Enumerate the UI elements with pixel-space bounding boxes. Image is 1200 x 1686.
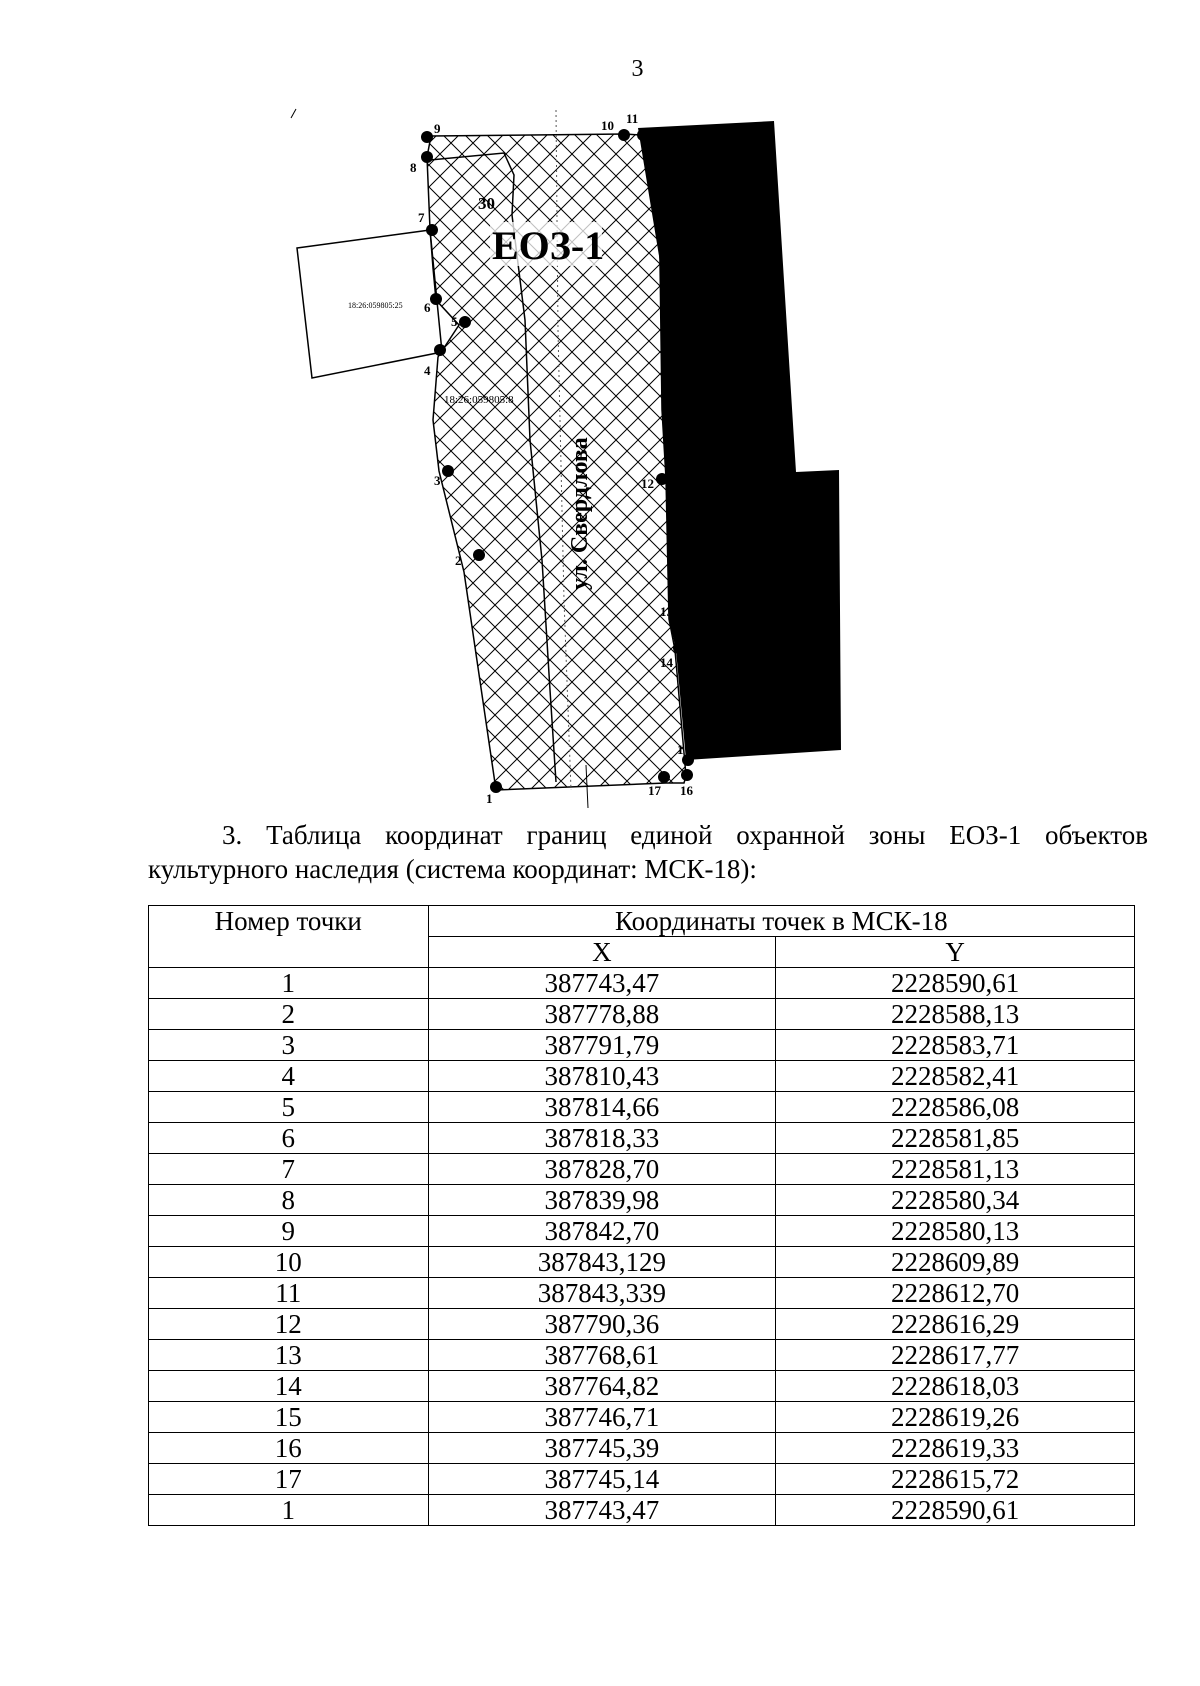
cell-y: 2228590,61 — [776, 1495, 1135, 1526]
cell-point: 14 — [149, 1371, 429, 1402]
table-row — [149, 1278, 1135, 1309]
cell-x: 387768,61 — [428, 1340, 776, 1371]
header-x: X — [428, 937, 776, 968]
cell-point: 1 — [149, 968, 429, 999]
point-label-6: 6 — [424, 300, 431, 315]
point-label-4: 4 — [424, 363, 431, 378]
point-label-3: 3 — [434, 473, 441, 488]
point-label-8: 8 — [410, 160, 417, 175]
cell-x: 387843,339 — [428, 1278, 776, 1309]
page-number: 3 — [631, 56, 644, 82]
point-marker-15 — [682, 754, 694, 766]
cell-y: 2228581,85 — [776, 1123, 1135, 1154]
cell-x: 387839,98 — [428, 1185, 776, 1216]
cell-x: 387814,66 — [428, 1092, 776, 1123]
cell-x: 387843,129 — [428, 1247, 776, 1278]
cell-y: 2228583,71 — [776, 1030, 1135, 1061]
point-label-14: 14 — [660, 655, 673, 670]
point-label-9: 9 — [434, 121, 441, 136]
cell-x: 387745,14 — [428, 1464, 776, 1495]
point-marker-13 — [670, 619, 682, 631]
point-marker-17 — [658, 771, 670, 783]
point-label-1: 1 — [486, 791, 493, 806]
cell-y: 2228609,89 — [776, 1247, 1135, 1278]
point-marker-7 — [426, 224, 438, 236]
point-label-7: 7 — [418, 210, 425, 225]
cell-y: 2228590,61 — [776, 968, 1135, 999]
point-marker-12 — [656, 473, 668, 485]
cell-point: 8 — [149, 1185, 429, 1216]
header-y: Y — [776, 937, 1135, 968]
cell-x: 387828,70 — [428, 1154, 776, 1185]
point-label-2: 2 — [455, 553, 462, 568]
cell-point: 3 — [149, 1030, 429, 1061]
cell-point: 6 — [149, 1123, 429, 1154]
point-marker-4 — [434, 344, 446, 356]
table-row — [149, 1371, 1135, 1402]
cell-y: 2228586,08 — [776, 1092, 1135, 1123]
parcel-label-25: 18:26:059805:25 — [348, 301, 403, 310]
point-marker-11 — [637, 129, 649, 141]
cell-y: 2228580,13 — [776, 1216, 1135, 1247]
coordinates-table — [148, 905, 1135, 1526]
table-row — [149, 1340, 1135, 1371]
cell-y: 2228588,13 — [776, 999, 1135, 1030]
cell-y: 2228582,41 — [776, 1061, 1135, 1092]
cell-y: 2228616,29 — [776, 1309, 1135, 1340]
point-label-12: 12 — [641, 476, 654, 491]
point-label-16: 16 — [680, 783, 693, 798]
point-label-13: 13 — [660, 604, 673, 619]
point-marker-9 — [421, 131, 433, 143]
cell-point: 2 — [149, 999, 429, 1030]
table-row — [149, 1433, 1135, 1464]
cell-x: 387810,43 — [428, 1061, 776, 1092]
point-marker-10 — [618, 129, 630, 141]
header-point-number: Номер точки — [149, 906, 429, 968]
cell-y: 2228617,77 — [776, 1340, 1135, 1371]
point-label-5: 5 — [451, 314, 458, 329]
scan-mark — [291, 109, 296, 118]
cell-point: 5 — [149, 1092, 429, 1123]
zone-label: ЕОЗ-1 — [492, 223, 605, 268]
cell-x: 387764,82 — [428, 1371, 776, 1402]
point-label-10: 10 — [601, 118, 614, 133]
cell-point: 4 — [149, 1061, 429, 1092]
cell-point: 12 — [149, 1309, 429, 1340]
cell-y: 2228619,33 — [776, 1433, 1135, 1464]
table-row — [149, 1247, 1135, 1278]
table-row — [149, 968, 1135, 999]
table-row — [149, 1185, 1135, 1216]
cell-x: 387743,47 — [428, 968, 776, 999]
cell-point: 15 — [149, 1402, 429, 1433]
cell-y: 2228581,13 — [776, 1154, 1135, 1185]
cell-point: 10 — [149, 1247, 429, 1278]
cell-x: 387791,79 — [428, 1030, 776, 1061]
table-row — [149, 999, 1135, 1030]
cell-y: 2228618,03 — [776, 1371, 1135, 1402]
table-heading: 3. Таблица координат границ единой охранной зоны ЕОЗ-1 объектов культурного наследия (система координат: МСК-18): — [148, 820, 1148, 884]
table-row — [149, 1402, 1135, 1433]
table-row — [149, 1216, 1135, 1247]
cell-x: 387790,36 — [428, 1309, 776, 1340]
cell-point: 7 — [149, 1154, 429, 1185]
cell-x: 387745,39 — [428, 1433, 776, 1464]
street-label: ул. Свердлова — [567, 437, 593, 590]
cell-point: 17 — [149, 1464, 429, 1495]
table-row — [149, 1061, 1135, 1092]
cell-x: 387778,88 — [428, 999, 776, 1030]
table-row — [149, 1154, 1135, 1185]
cell-x: 387743,47 — [428, 1495, 776, 1526]
point-marker-8 — [421, 151, 433, 163]
table-row — [149, 1030, 1135, 1061]
point-marker-6 — [430, 293, 442, 305]
point-marker-14 — [673, 642, 685, 654]
cell-y: 2228580,34 — [776, 1185, 1135, 1216]
point-marker-3 — [442, 465, 454, 477]
cell-y: 2228615,72 — [776, 1464, 1135, 1495]
boundary-scheme — [0, 0, 1200, 820]
point-marker-2 — [473, 549, 485, 561]
table-row — [149, 1495, 1135, 1526]
header-coordinates: Координаты точек в МСК-18 — [428, 906, 1134, 937]
cell-point: 16 — [149, 1433, 429, 1464]
table-row — [149, 1123, 1135, 1154]
cell-y: 2228619,26 — [776, 1402, 1135, 1433]
cell-x: 387842,70 — [428, 1216, 776, 1247]
point-label-11: 11 — [626, 111, 639, 126]
parcel-label-8: 18:26:059805:8 — [444, 394, 514, 406]
cell-point: 9 — [149, 1216, 429, 1247]
cell-point: 1 — [149, 1495, 429, 1526]
cell-x: 387746,71 — [428, 1402, 776, 1433]
cell-point: 11 — [149, 1278, 429, 1309]
cell-y: 2228612,70 — [776, 1278, 1135, 1309]
cell-x: 387818,33 — [428, 1123, 776, 1154]
cell-point: 13 — [149, 1340, 429, 1371]
point-marker-16 — [681, 769, 693, 781]
table-row — [149, 1464, 1135, 1495]
point-label-15: 1 — [677, 742, 684, 757]
point-label-17: 17 — [648, 783, 661, 798]
parcel-number-30: 30 — [478, 194, 495, 213]
table-row — [149, 1309, 1135, 1340]
table-row — [149, 1092, 1135, 1123]
point-marker-5 — [459, 316, 471, 328]
